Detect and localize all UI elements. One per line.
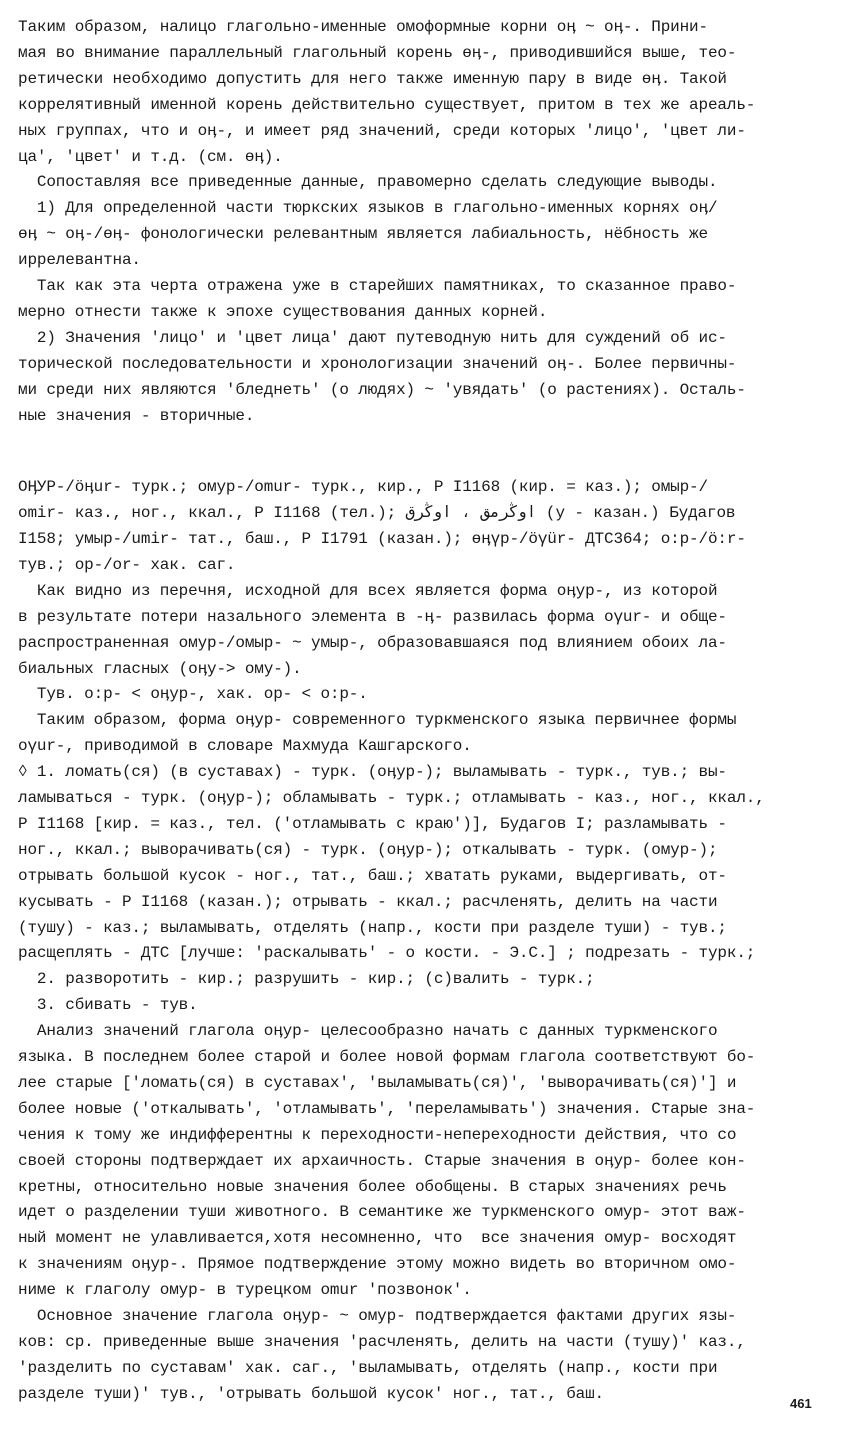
text-line: кусывать - Р I1168 (казан.); отрывать - ккал.; расчленять, делить на части: [18, 893, 718, 911]
text-line: Основное значение глагола оӊур- ~ омур- подтверждается фактами других язы-: [18, 1307, 737, 1325]
text-line: своей стороны подтверждает их архаичность. Старые значения в оӊур- более кон-: [18, 1152, 746, 1170]
text-line: отрывать большой кусок - ног., тат., баш.; хватать руками, выдергивать, от-: [18, 867, 727, 885]
text-line: I158; умыр-/umir- тат., баш., Р I1791 (казан.); өӊүр-/öγür- ДТС364; о:р-/ö:r-: [18, 530, 746, 548]
text-line: идет о разделении туши животного. В семантике же туркменского омур- этот важ-: [18, 1203, 746, 1221]
text-line: более новые ('откалывать', 'отламывать', 'переламывать') значения. Старые зна-: [18, 1100, 756, 1118]
text-line: коррелятивный именной корень действительно существует, притом в тех же ареаль-: [18, 96, 756, 114]
text-line: oγur-, приводимой в словаре Махмуда Кашгарского.: [18, 737, 472, 755]
text-line: 'разделить по суставам' хак. саг., 'выламывать, отделять (напр., кости при: [18, 1359, 718, 1377]
text-line: ми среди них являются 'бледнеть' (о людях) ~ 'увядать' (о растениях). Осталь-: [18, 381, 746, 399]
text-line: ца', 'цвет' и т.д. (см. өӊ).: [18, 148, 283, 166]
text-line: ные значения - вторичные.: [18, 407, 255, 425]
text-line: разделе туши)' тув., 'отрывать большой кусок' ног., тат., баш.: [18, 1385, 604, 1403]
text-line: расщеплять - ДТС [лучше: 'раскалывать' - о кости. - Э.С.] ; подрезать - турк.;: [18, 944, 756, 962]
text-line: ОӉУР-/öӊur- турк.; омур-/omur- турк., кир., Р I1168 (кир. = каз.); омыр-/: [18, 478, 708, 496]
text-line: ◊ 1. ломать(ся) (в суставах) - турк. (оӊур-); выламывать - турк., тув.; вы-: [18, 763, 727, 781]
text-line: Р I1168 [кир. = каз., тел. ('отламывать с краю')], Будагов I; разламывать -: [18, 815, 727, 833]
text-line: чения к тому же индифферентны к переходности-непереходности действия, что со: [18, 1126, 737, 1144]
text-line: ног., ккал.; выворачивать(ся) - турк. (оӊур-); откалывать - турк. (омур-);: [18, 841, 718, 859]
text-line: кретны, относительно новые значения более обобщены. В старых значениях речь: [18, 1178, 727, 1196]
text-line: 2. разворотить - кир.; разрушить - кир.; (с)валить - турк.;: [18, 970, 595, 988]
text-line: 3. сбивать - тув.: [18, 996, 198, 1014]
text-line: в результате потери назального элемента в -ӊ- развилась форма oγur- и обще-: [18, 608, 727, 626]
text-line: ных группах, что и оӊ-, и имеет ряд значений, среди которых 'лицо', 'цвет ли-: [18, 122, 746, 140]
text-line: ков: ср. приведенные выше значения 'расчленять, делить на части (тушу)' каз.,: [18, 1333, 746, 1351]
text-line: omir- каз., ног., ккал., Р I1168 (тел.); اوڭرمق ، اوڭرق (у - казан.) Будагов: [18, 504, 736, 522]
text-line: ниме к глаголу омур- в турецком omur 'позвонок'.: [18, 1281, 472, 1299]
text-line: языка. В последнем более старой и более новой формам глагола соответствуют бо-: [18, 1048, 756, 1066]
text-line: Таким образом, форма оӊур- современного туркменского языка первичнее формы: [18, 711, 737, 729]
text-line: Так как эта черта отражена уже в старейших памятниках, то сказанное право-: [18, 277, 737, 295]
text-line: Как видно из перечня, исходной для всех является форма оӊур-, из которой: [18, 582, 718, 600]
text-line: мерно отнести также к эпохе существования данных корней.: [18, 303, 548, 321]
text-line: 1) Для определенной части тюркских языков в глагольно-именных корнях оӊ/: [18, 199, 718, 217]
text-line: (тушу) - каз.; выламывать, отделять (напр., кости при разделе туши) - тув.;: [18, 919, 727, 937]
text-line: торической последовательности и хронологизации значений оӊ-. Более первичны-: [18, 355, 737, 373]
text-line: иррелевантна.: [18, 251, 141, 269]
text-line: тув.; ор-/or- хак. саг.: [18, 556, 236, 574]
text-line: лее старые ['ломать(ся) в суставах', 'выламывать(ся)', 'выворачивать(ся)'] и: [18, 1074, 737, 1092]
text-line: Анализ значений глагола оӊур- целесообразно начать с данных туркменского: [18, 1022, 718, 1040]
text-line: ретически необходимо допустить для него также именную пару в виде өӊ. Такой: [18, 70, 727, 88]
text-line: 2) Значения 'лицо' и 'цвет лица' дают путеводную нить для суждений об ис-: [18, 329, 727, 347]
text-line: Сопоставляя все приведенные данные, правомерно сделать следующие выводы.: [18, 173, 718, 191]
text-line: ный момент не улавливается,хотя несомненно, что все значения омур- восходят: [18, 1229, 737, 1247]
text-line: мая во внимание параллельный глагольный корень өӊ-, приводившийся выше, тео-: [18, 44, 737, 62]
page-number: 461: [790, 1396, 812, 1411]
text-line: Тув. о:р- < оӊур-, хак. ор- < о:р-.: [18, 685, 368, 703]
text-line: Таким образом, налицо глагольно-именные омоформные корни оӊ ~ оӊ-. Прини-: [18, 18, 708, 36]
text-line: биальных гласных (оӊу-> ому-).: [18, 660, 302, 678]
text-line: к значениям оӊур-. Прямое подтверждение этому можно видеть во вторичном омо-: [18, 1255, 737, 1273]
text-line: распространенная омур-/омыр- ~ умыр-, образовавшаяся под влиянием обоих ла-: [18, 634, 727, 652]
text-line: өӊ ~ оӊ-/өӊ- фонологически релевантным является лабиальность, нёбность же: [18, 225, 708, 243]
text-line: ламываться - турк. (оӊур-); обламывать - турк.; отламывать - каз., ног., ккал.,: [18, 789, 765, 807]
